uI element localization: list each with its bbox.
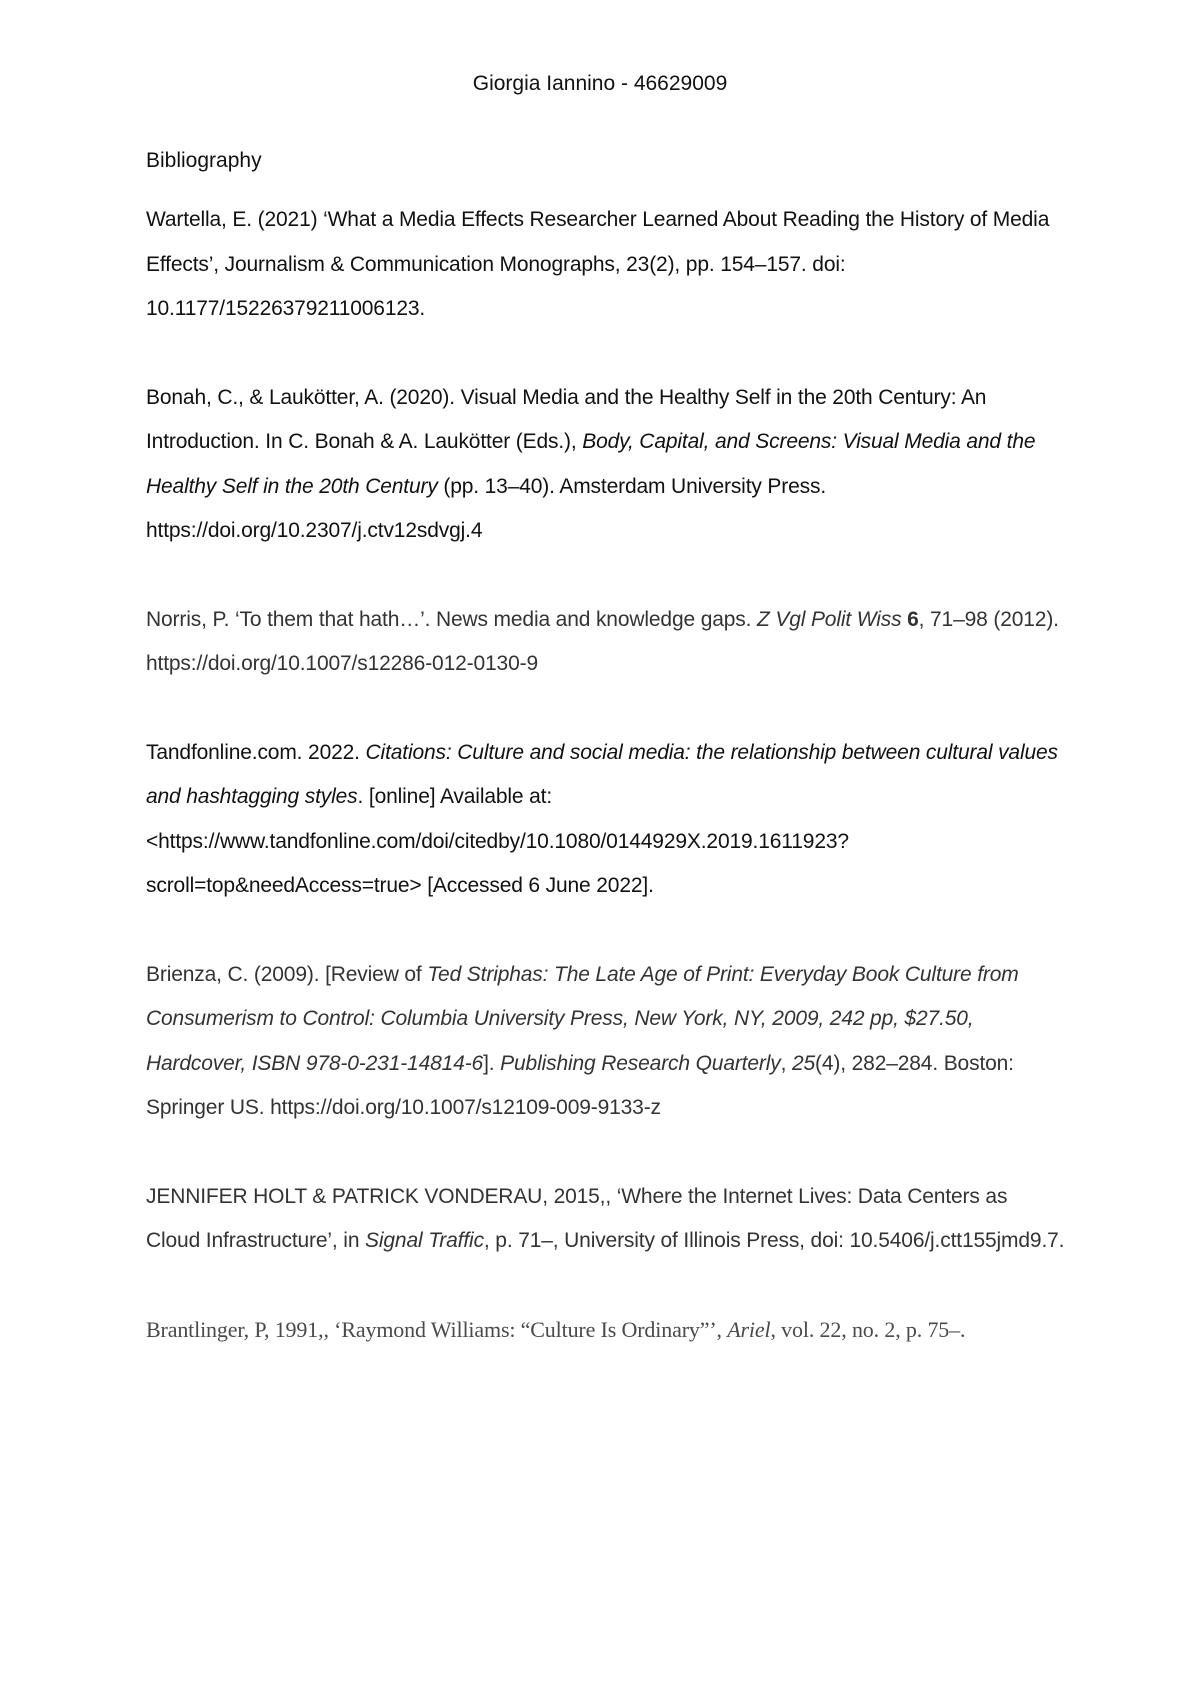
entry-text: ]. — [483, 1051, 501, 1075]
bibliography-entry — [146, 598, 1066, 687]
entry-italic-journal: Publishing Research Quarterly — [500, 1051, 781, 1075]
entry-text: Tandfonline.com. 2022. — [146, 740, 366, 764]
entry-text: , p. 71–, University of Illinois Press, doi: 10.5406/j.ctt155jmd9.7. — [483, 1229, 1065, 1252]
bibliography-body — [146, 146, 1066, 1396]
bibliography-entry — [146, 953, 1066, 1131]
bibliography-entry — [146, 198, 1066, 332]
bibliography-entry — [146, 731, 1066, 909]
entry-text: Norris, P. ‘To them that hath…’. News media and knowledge gaps. — [146, 607, 757, 631]
entry-text: , vol. 22, no. 2, p. 75–. — [770, 1316, 966, 1342]
entry-italic-journal: Z Vgl Polit Wiss — [757, 607, 902, 631]
entry-text: (4), 282–284. Boston: Springer US. https://doi.org/10.1007/s12109-009-9133-z — [146, 1051, 1014, 1119]
entry-text: , — [780, 1051, 792, 1075]
entry-text: , 71–98 (2012). https://doi.org/10.1007/s12286-012-0130-9 — [146, 607, 1059, 675]
page-header: Giorgia Iannino - 46629009 — [472, 72, 728, 95]
entry-italic-title: Ted Striphas: The Late Age of Print: Everyday Book Culture from Consumerism to Control: Columbia University Press, New York, NY, 2009, 242 pp, $27.50, Hardcover, ISBN 978-0-231-14814-6 — [146, 962, 1019, 1075]
entry-text: Brantlinger, P, 1991,, ‘Raymond Williams: “Culture Is Ordinary”’, — [146, 1316, 728, 1342]
entry-italic-title: Citations: Culture and social media: the relationship between cultural values and hashtagging styles — [146, 740, 1058, 808]
bibliography-entry — [146, 1175, 1066, 1264]
entry-bold-volume: 6 — [907, 607, 919, 631]
entry-italic-title: Signal Traffic — [365, 1229, 484, 1252]
entry-text: Bonah, C., & Laukötter, A. (2020). Visual Media and the Healthy Self in the 20th Century: An Introduction. In C. Bonah & A. Laukötter (Eds.), — [146, 385, 987, 453]
entry-text: JENNIFER HOLT & PATRICK VONDERAU, 2015,, ‘Where the Internet Lives: Data Centers as Cloud Infrastructure’, in — [146, 1184, 1008, 1252]
entry-italic-volume: 25 — [791, 1051, 816, 1075]
bibliography-entry — [146, 1308, 1066, 1353]
entry-text: . [online] Available at: <https://www.tandfonline.com/doi/citedby/10.1080/0144929X.2019.1611923?scroll=top&needAccess=true> [Accessed 6 June 2022]. — [146, 785, 849, 897]
entry-text: Wartella, E. (2021) ‘What a Media Effects Researcher Learned About Reading the History of Media Effects’, Journalism & Communication Monographs, 23(2), pp. 154–157. doi: 10.1177/15226379211006123. — [146, 208, 1050, 320]
entry-italic-journal: Ariel — [727, 1316, 771, 1342]
section-heading: Bibliography — [146, 149, 262, 172]
entry-italic-title: Body, Capital, and Screens: Visual Media and the Healthy Self in the 20th Century — [146, 430, 1036, 498]
entry-text: (pp. 13–40). Amsterdam University Press. https://doi.org/10.2307/j.ctv12sdvgj.4 — [146, 474, 827, 542]
bibliography-entry — [146, 376, 1066, 554]
entry-text: Brienza, C. (2009). [Review of — [146, 962, 428, 986]
